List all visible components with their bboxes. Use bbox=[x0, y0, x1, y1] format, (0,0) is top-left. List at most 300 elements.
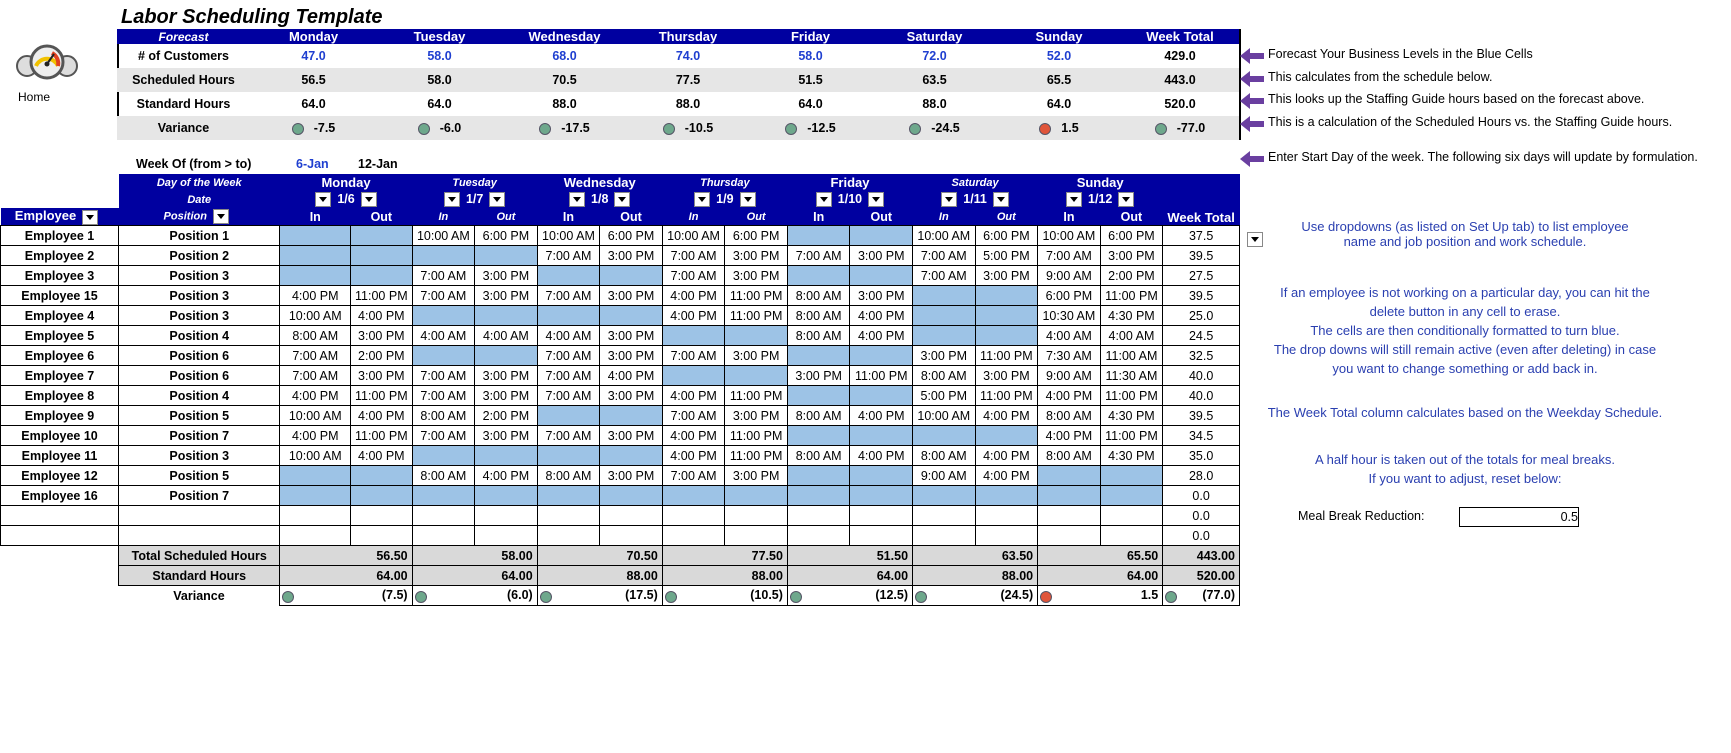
time-cell[interactable]: 6:00 PM bbox=[725, 226, 788, 246]
time-cell[interactable] bbox=[1038, 506, 1101, 526]
time-cell[interactable]: 11:00 PM bbox=[725, 306, 788, 326]
time-cell[interactable] bbox=[351, 266, 413, 286]
time-cell[interactable] bbox=[1038, 526, 1101, 546]
time-cell[interactable] bbox=[351, 526, 413, 546]
time-cell[interactable]: 10:00 AM bbox=[412, 226, 475, 246]
in-filter-dropdown[interactable] bbox=[444, 192, 460, 207]
time-cell[interactable]: 11:00 AM bbox=[1100, 346, 1163, 366]
position-filter-dropdown[interactable] bbox=[213, 209, 229, 224]
time-cell[interactable]: 10:30 AM bbox=[1038, 306, 1101, 326]
time-cell[interactable]: 4:00 PM bbox=[1038, 426, 1101, 446]
time-cell[interactable]: 7:00 AM bbox=[280, 346, 351, 366]
time-cell[interactable]: 3:00 PM bbox=[475, 366, 538, 386]
time-cell[interactable] bbox=[850, 346, 913, 366]
time-cell[interactable]: 11:00 PM bbox=[1100, 386, 1163, 406]
forecast-cell[interactable] bbox=[997, 44, 1121, 68]
time-cell[interactable]: 4:00 PM bbox=[600, 366, 663, 386]
time-cell[interactable]: 7:00 AM bbox=[537, 346, 600, 366]
time-cell[interactable] bbox=[913, 306, 976, 326]
time-cell[interactable]: 7:00 AM bbox=[537, 386, 600, 406]
time-cell[interactable]: 5:00 PM bbox=[975, 246, 1038, 266]
time-cell[interactable]: 3:00 PM bbox=[351, 326, 413, 346]
employee-cell[interactable]: Employee 6 bbox=[1, 346, 119, 366]
time-cell[interactable] bbox=[475, 526, 538, 546]
employee-cell[interactable]: Employee 4 bbox=[1, 306, 119, 326]
variance-value-cell bbox=[787, 586, 912, 606]
time-cell[interactable]: 3:00 PM bbox=[850, 246, 913, 266]
time-cell[interactable] bbox=[351, 246, 413, 266]
position-cell[interactable] bbox=[119, 506, 280, 526]
time-cell[interactable]: 8:00 AM bbox=[280, 326, 351, 346]
time-cell[interactable] bbox=[787, 526, 850, 546]
time-cell[interactable] bbox=[600, 506, 663, 526]
home-link[interactable]: Home bbox=[18, 90, 51, 104]
employee-cell[interactable]: Employee 11 bbox=[1, 446, 119, 466]
time-cell[interactable] bbox=[1100, 466, 1163, 486]
time-cell[interactable] bbox=[475, 446, 538, 466]
time-cell[interactable]: 7:00 AM bbox=[537, 246, 600, 266]
time-cell[interactable] bbox=[913, 486, 976, 506]
time-cell[interactable]: 4:00 PM bbox=[280, 386, 351, 406]
time-cell[interactable]: 6:00 PM bbox=[1100, 226, 1163, 246]
time-cell[interactable]: 8:00 AM bbox=[787, 446, 850, 466]
forecast-cell bbox=[997, 68, 1121, 92]
out-filter-dropdown[interactable] bbox=[740, 192, 756, 207]
status-indicator-icon bbox=[418, 123, 430, 135]
time-cell[interactable] bbox=[1100, 486, 1163, 506]
time-cell[interactable]: 3:00 PM bbox=[975, 366, 1038, 386]
meal-break-input[interactable]: 0.5 bbox=[1459, 507, 1579, 527]
time-cell[interactable] bbox=[913, 326, 976, 346]
time-cell[interactable]: 7:00 AM bbox=[662, 406, 725, 426]
employee-cell[interactable]: Employee 10 bbox=[1, 426, 119, 446]
forecast-row-label: Variance bbox=[117, 116, 250, 140]
time-cell[interactable] bbox=[662, 506, 725, 526]
time-cell[interactable]: 11:00 PM bbox=[725, 286, 788, 306]
forecast-row bbox=[117, 92, 1239, 116]
time-cell[interactable]: 6:00 PM bbox=[1038, 286, 1101, 306]
time-cell[interactable]: 4:00 PM bbox=[975, 466, 1038, 486]
time-cell[interactable]: 11:00 PM bbox=[975, 386, 1038, 406]
time-cell[interactable]: 7:00 AM bbox=[913, 246, 976, 266]
time-cell[interactable]: 11:30 AM bbox=[1100, 366, 1163, 386]
forecast-value: 68.0 bbox=[552, 49, 577, 63]
week-start-input[interactable]: 6-Jan bbox=[296, 157, 329, 171]
time-cell[interactable]: 4:00 PM bbox=[850, 306, 913, 326]
time-cell[interactable]: 4:00 PM bbox=[1038, 386, 1101, 406]
time-cell[interactable]: 3:00 PM bbox=[850, 286, 913, 306]
in-filter-dropdown[interactable] bbox=[816, 192, 832, 207]
employee-filter-dropdown[interactable] bbox=[82, 210, 98, 225]
position-cell[interactable]: Position 5 bbox=[119, 406, 280, 426]
time-cell[interactable]: 2:00 PM bbox=[475, 406, 538, 426]
time-cell[interactable] bbox=[913, 286, 976, 306]
forecast-cell[interactable] bbox=[377, 44, 502, 68]
time-cell[interactable] bbox=[787, 506, 850, 526]
time-cell[interactable]: 4:30 PM bbox=[1100, 406, 1163, 426]
time-cell[interactable] bbox=[850, 426, 913, 446]
time-cell[interactable]: 10:00 AM bbox=[280, 406, 351, 426]
in-filter-dropdown[interactable] bbox=[569, 192, 585, 207]
time-cell[interactable] bbox=[787, 466, 850, 486]
time-cell[interactable] bbox=[280, 526, 351, 546]
time-cell[interactable]: 4:00 AM bbox=[1038, 326, 1101, 346]
time-cell[interactable]: 8:00 AM bbox=[787, 326, 850, 346]
time-cell[interactable] bbox=[725, 366, 788, 386]
time-cell[interactable]: 3:00 PM bbox=[600, 466, 663, 486]
time-cell[interactable]: 9:00 AM bbox=[1038, 266, 1101, 286]
position-cell[interactable]: Position 4 bbox=[119, 326, 280, 346]
time-cell[interactable] bbox=[475, 506, 538, 526]
in-filter-dropdown[interactable] bbox=[694, 192, 710, 207]
time-cell[interactable]: 7:00 AM bbox=[787, 246, 850, 266]
time-cell[interactable] bbox=[662, 486, 725, 506]
time-cell[interactable] bbox=[850, 526, 913, 546]
time-cell[interactable]: 2:00 PM bbox=[351, 346, 413, 366]
time-cell[interactable]: 10:00 AM bbox=[1038, 226, 1101, 246]
employee-cell[interactable]: Employee 12 bbox=[1, 466, 119, 486]
time-cell[interactable] bbox=[412, 446, 475, 466]
time-cell[interactable] bbox=[600, 266, 663, 286]
employee-cell[interactable]: Employee 8 bbox=[1, 386, 119, 406]
time-cell[interactable]: 3:00 PM bbox=[600, 286, 663, 306]
time-cell[interactable]: 7:00 AM bbox=[662, 466, 725, 486]
time-cell[interactable]: 4:00 PM bbox=[662, 306, 725, 326]
time-cell[interactable] bbox=[850, 506, 913, 526]
position-cell[interactable]: Position 7 bbox=[119, 426, 280, 446]
time-cell[interactable] bbox=[725, 506, 788, 526]
time-cell[interactable]: 8:00 AM bbox=[412, 406, 475, 426]
time-cell[interactable]: 4:00 PM bbox=[351, 406, 413, 426]
time-cell[interactable]: 3:00 PM bbox=[975, 266, 1038, 286]
time-cell[interactable] bbox=[475, 246, 538, 266]
time-cell[interactable]: 6:00 PM bbox=[600, 226, 663, 246]
time-cell[interactable]: 4:00 PM bbox=[850, 446, 913, 466]
forecast-cell[interactable] bbox=[502, 44, 627, 68]
time-cell[interactable]: 7:00 AM bbox=[537, 286, 600, 306]
time-cell[interactable] bbox=[280, 486, 351, 506]
time-cell[interactable]: 11:00 PM bbox=[725, 446, 788, 466]
table-row bbox=[1, 266, 1240, 286]
time-cell[interactable]: 3:00 PM bbox=[913, 346, 976, 366]
forecast-cell[interactable] bbox=[749, 44, 872, 68]
time-cell[interactable]: 7:00 AM bbox=[662, 246, 725, 266]
time-cell[interactable]: 8:00 AM bbox=[913, 446, 976, 466]
time-cell[interactable]: 4:00 AM bbox=[537, 326, 600, 346]
forecast-row bbox=[117, 116, 1239, 140]
time-cell[interactable]: 6:00 PM bbox=[475, 226, 538, 246]
time-cell[interactable] bbox=[913, 506, 976, 526]
time-cell[interactable] bbox=[850, 486, 913, 506]
time-cell[interactable] bbox=[600, 526, 663, 546]
time-cell[interactable]: 3:00 PM bbox=[475, 386, 538, 406]
time-cell[interactable]: 7:00 AM bbox=[537, 366, 600, 386]
position-cell[interactable]: Position 1 bbox=[119, 226, 280, 246]
time-cell[interactable]: 7:00 AM bbox=[280, 366, 351, 386]
status-indicator-icon bbox=[790, 591, 802, 603]
time-cell[interactable]: 10:00 AM bbox=[913, 226, 976, 246]
time-cell[interactable] bbox=[1038, 486, 1101, 506]
employee-cell[interactable]: Employee 2 bbox=[1, 246, 119, 266]
time-cell[interactable]: 3:00 PM bbox=[600, 326, 663, 346]
time-cell[interactable]: 11:00 PM bbox=[975, 346, 1038, 366]
employee-cell[interactable] bbox=[1, 526, 119, 546]
time-cell[interactable]: 10:00 AM bbox=[537, 226, 600, 246]
time-cell[interactable]: 3:00 PM bbox=[725, 246, 788, 266]
time-cell[interactable]: 9:00 AM bbox=[1038, 366, 1101, 386]
time-cell[interactable] bbox=[412, 246, 475, 266]
time-cell[interactable]: 8:00 AM bbox=[537, 466, 600, 486]
time-cell[interactable]: 6:00 PM bbox=[975, 226, 1038, 246]
time-cell[interactable] bbox=[537, 486, 600, 506]
time-cell[interactable] bbox=[280, 506, 351, 526]
time-cell[interactable]: 11:00 PM bbox=[725, 426, 788, 446]
time-cell[interactable] bbox=[662, 366, 725, 386]
position-cell[interactable]: Position 4 bbox=[119, 386, 280, 406]
position-cell[interactable]: Position 6 bbox=[119, 346, 280, 366]
time-cell[interactable]: 7:00 AM bbox=[412, 366, 475, 386]
time-cell[interactable]: 7:00 AM bbox=[412, 386, 475, 406]
position-cell[interactable]: Position 5 bbox=[119, 466, 280, 486]
time-cell[interactable] bbox=[975, 426, 1038, 446]
time-cell[interactable] bbox=[600, 306, 663, 326]
time-cell[interactable] bbox=[850, 466, 913, 486]
time-cell[interactable]: 10:00 AM bbox=[913, 406, 976, 426]
time-cell[interactable]: 3:00 PM bbox=[475, 286, 538, 306]
instruction-line: name and job position and work schedule. bbox=[1343, 234, 1587, 249]
time-cell[interactable]: 3:00 PM bbox=[475, 266, 538, 286]
time-cell[interactable]: 10:00 AM bbox=[280, 446, 351, 466]
time-cell[interactable] bbox=[280, 226, 351, 246]
forecast-cell[interactable] bbox=[250, 44, 377, 68]
time-cell[interactable]: 4:00 AM bbox=[412, 326, 475, 346]
time-cell[interactable]: 7:00 AM bbox=[913, 266, 976, 286]
time-cell[interactable] bbox=[412, 346, 475, 366]
time-cell[interactable]: 7:00 AM bbox=[662, 266, 725, 286]
time-cell[interactable]: 7:00 AM bbox=[412, 286, 475, 306]
time-cell[interactable] bbox=[537, 306, 600, 326]
time-cell[interactable]: 3:00 PM bbox=[725, 266, 788, 286]
forecast-cell[interactable] bbox=[872, 44, 997, 68]
time-cell[interactable] bbox=[725, 526, 788, 546]
time-cell[interactable] bbox=[725, 486, 788, 506]
position-cell[interactable]: Position 7 bbox=[119, 486, 280, 506]
time-cell[interactable]: 3:00 PM bbox=[787, 366, 850, 386]
position-cell[interactable]: Position 2 bbox=[119, 246, 280, 266]
time-cell[interactable] bbox=[600, 446, 663, 466]
position-cell[interactable]: Position 6 bbox=[119, 366, 280, 386]
position-cell[interactable]: Position 3 bbox=[119, 306, 280, 326]
time-cell[interactable] bbox=[537, 526, 600, 546]
variance-value: (10.5) bbox=[750, 588, 783, 602]
position-cell[interactable]: Position 3 bbox=[119, 446, 280, 466]
forecast-value: 51.5 bbox=[798, 73, 823, 87]
time-cell[interactable]: 5:00 PM bbox=[913, 386, 976, 406]
out-filter-dropdown[interactable] bbox=[1118, 192, 1134, 207]
time-cell[interactable] bbox=[975, 286, 1038, 306]
time-cell[interactable]: 3:00 PM bbox=[475, 426, 538, 446]
employee-cell[interactable]: Employee 15 bbox=[1, 286, 119, 306]
time-cell[interactable]: 11:00 PM bbox=[351, 286, 413, 306]
time-cell[interactable] bbox=[787, 386, 850, 406]
time-cell[interactable]: 3:00 PM bbox=[600, 386, 663, 406]
time-cell[interactable] bbox=[537, 266, 600, 286]
time-cell[interactable]: 8:00 AM bbox=[787, 306, 850, 326]
time-cell[interactable]: 4:00 PM bbox=[280, 426, 351, 446]
time-cell[interactable] bbox=[351, 466, 413, 486]
time-cell[interactable]: 4:00 PM bbox=[850, 406, 913, 426]
out-filter-dropdown[interactable] bbox=[614, 192, 630, 207]
time-cell[interactable] bbox=[975, 326, 1038, 346]
time-cell[interactable]: 7:00 AM bbox=[662, 346, 725, 366]
employee-cell[interactable]: Employee 9 bbox=[1, 406, 119, 426]
employee-cell[interactable]: Employee 1 bbox=[1, 226, 119, 246]
in-filter-dropdown[interactable] bbox=[941, 192, 957, 207]
time-cell[interactable]: 3:00 PM bbox=[725, 346, 788, 366]
time-cell[interactable] bbox=[787, 346, 850, 366]
time-cell[interactable]: 4:00 PM bbox=[351, 306, 413, 326]
time-cell[interactable]: 3:00 PM bbox=[725, 406, 788, 426]
time-cell[interactable] bbox=[975, 486, 1038, 506]
time-cell[interactable] bbox=[351, 226, 413, 246]
time-cell[interactable] bbox=[975, 306, 1038, 326]
time-cell[interactable]: 7:00 AM bbox=[537, 426, 600, 446]
time-cell[interactable]: 4:00 AM bbox=[1100, 326, 1163, 346]
time-cell[interactable]: 4:00 PM bbox=[662, 386, 725, 406]
time-cell[interactable] bbox=[787, 266, 850, 286]
out-filter-dropdown[interactable] bbox=[489, 192, 505, 207]
time-cell[interactable]: 7:00 AM bbox=[412, 266, 475, 286]
time-cell[interactable] bbox=[662, 326, 725, 346]
time-cell[interactable] bbox=[850, 266, 913, 286]
time-cell[interactable] bbox=[412, 526, 475, 546]
position-cell[interactable]: Position 3 bbox=[119, 286, 280, 306]
time-cell[interactable]: 3:00 PM bbox=[600, 346, 663, 366]
time-cell[interactable] bbox=[662, 526, 725, 546]
time-cell[interactable] bbox=[537, 506, 600, 526]
time-cell[interactable]: 3:00 PM bbox=[1100, 246, 1163, 266]
employee-cell[interactable]: Employee 3 bbox=[1, 266, 119, 286]
time-cell[interactable]: 8:00 AM bbox=[913, 366, 976, 386]
forecast-header-day: Sunday bbox=[997, 29, 1121, 44]
status-indicator-icon bbox=[539, 123, 551, 135]
time-cell[interactable]: 4:00 AM bbox=[475, 326, 538, 346]
time-cell[interactable]: 4:00 PM bbox=[662, 286, 725, 306]
time-cell[interactable] bbox=[412, 486, 475, 506]
employee-cell[interactable]: Employee 16 bbox=[1, 486, 119, 506]
time-cell[interactable] bbox=[913, 526, 976, 546]
time-cell[interactable] bbox=[412, 506, 475, 526]
in-filter-dropdown[interactable] bbox=[315, 192, 331, 207]
time-cell[interactable]: 11:00 PM bbox=[1100, 426, 1163, 446]
time-cell[interactable] bbox=[475, 346, 538, 366]
time-cell[interactable]: 4:00 PM bbox=[662, 426, 725, 446]
time-cell[interactable]: 4:30 PM bbox=[1100, 306, 1163, 326]
time-cell[interactable]: 11:00 PM bbox=[850, 366, 913, 386]
time-cell[interactable]: 3:00 PM bbox=[725, 466, 788, 486]
time-cell[interactable]: 8:00 AM bbox=[787, 406, 850, 426]
time-cell[interactable]: 4:00 PM bbox=[662, 446, 725, 466]
time-cell[interactable] bbox=[351, 486, 413, 506]
time-cell[interactable] bbox=[1100, 506, 1163, 526]
time-cell[interactable]: 4:00 PM bbox=[975, 406, 1038, 426]
time-cell[interactable] bbox=[537, 446, 600, 466]
time-cell[interactable] bbox=[537, 406, 600, 426]
position-cell[interactable]: Position 3 bbox=[119, 266, 280, 286]
status-indicator-icon bbox=[1155, 123, 1167, 135]
time-cell[interactable]: 9:00 AM bbox=[913, 466, 976, 486]
time-cell[interactable]: 11:00 PM bbox=[1100, 286, 1163, 306]
employee-cell[interactable] bbox=[1, 506, 119, 526]
time-cell[interactable]: 3:00 PM bbox=[600, 246, 663, 266]
time-cell[interactable] bbox=[280, 466, 351, 486]
time-cell[interactable]: 4:00 PM bbox=[475, 466, 538, 486]
time-cell[interactable]: 4:00 PM bbox=[850, 326, 913, 346]
time-cell[interactable] bbox=[975, 506, 1038, 526]
time-cell[interactable]: 4:30 PM bbox=[1100, 446, 1163, 466]
employee-cell[interactable]: Employee 7 bbox=[1, 366, 119, 386]
time-cell[interactable]: 11:00 PM bbox=[725, 386, 788, 406]
time-cell[interactable] bbox=[787, 486, 850, 506]
time-cell[interactable]: 11:00 PM bbox=[351, 386, 413, 406]
time-cell[interactable] bbox=[280, 246, 351, 266]
time-cell[interactable]: 10:00 AM bbox=[662, 226, 725, 246]
time-cell[interactable]: 8:00 AM bbox=[1038, 446, 1101, 466]
time-cell[interactable]: 8:00 AM bbox=[1038, 406, 1101, 426]
time-cell[interactable]: 8:00 AM bbox=[787, 286, 850, 306]
time-cell[interactable]: 3:00 PM bbox=[600, 426, 663, 446]
time-cell[interactable] bbox=[787, 226, 850, 246]
time-cell[interactable]: 2:00 PM bbox=[1100, 266, 1163, 286]
time-cell[interactable]: 8:00 AM bbox=[412, 466, 475, 486]
time-cell[interactable] bbox=[787, 426, 850, 446]
time-cell[interactable]: 11:00 PM bbox=[351, 426, 413, 446]
time-cell[interactable] bbox=[975, 526, 1038, 546]
time-cell[interactable] bbox=[850, 226, 913, 246]
time-cell[interactable] bbox=[600, 406, 663, 426]
time-cell[interactable] bbox=[280, 266, 351, 286]
in-filter-dropdown[interactable] bbox=[1066, 192, 1082, 207]
time-cell[interactable] bbox=[725, 326, 788, 346]
time-cell[interactable]: 10:00 AM bbox=[280, 306, 351, 326]
time-cell[interactable] bbox=[913, 426, 976, 446]
time-cell[interactable]: 4:00 PM bbox=[351, 446, 413, 466]
time-cell[interactable] bbox=[850, 386, 913, 406]
forecast-cell[interactable] bbox=[627, 44, 749, 68]
time-cell[interactable] bbox=[1100, 526, 1163, 546]
forecast-row-label: Scheduled Hours bbox=[117, 68, 250, 92]
time-cell[interactable] bbox=[600, 486, 663, 506]
employee-cell[interactable]: Employee 5 bbox=[1, 326, 119, 346]
time-cell[interactable]: 7:30 AM bbox=[1038, 346, 1101, 366]
time-cell[interactable] bbox=[475, 486, 538, 506]
time-cell[interactable]: 4:00 PM bbox=[280, 286, 351, 306]
out-filter-dropdown[interactable] bbox=[868, 192, 884, 207]
time-cell[interactable] bbox=[412, 306, 475, 326]
time-cell[interactable]: 3:00 PM bbox=[351, 366, 413, 386]
time-cell[interactable]: 4:00 PM bbox=[975, 446, 1038, 466]
status-indicator-icon bbox=[282, 591, 294, 603]
time-cell[interactable] bbox=[351, 506, 413, 526]
position-cell[interactable] bbox=[119, 526, 280, 546]
time-cell[interactable] bbox=[1038, 466, 1101, 486]
time-cell[interactable]: 7:00 AM bbox=[1038, 246, 1101, 266]
home-gauge-icon[interactable] bbox=[14, 44, 80, 91]
time-cell[interactable]: 7:00 AM bbox=[412, 426, 475, 446]
out-filter-dropdown[interactable] bbox=[993, 192, 1009, 207]
out-filter-dropdown[interactable] bbox=[361, 192, 377, 207]
time-cell[interactable] bbox=[475, 306, 538, 326]
